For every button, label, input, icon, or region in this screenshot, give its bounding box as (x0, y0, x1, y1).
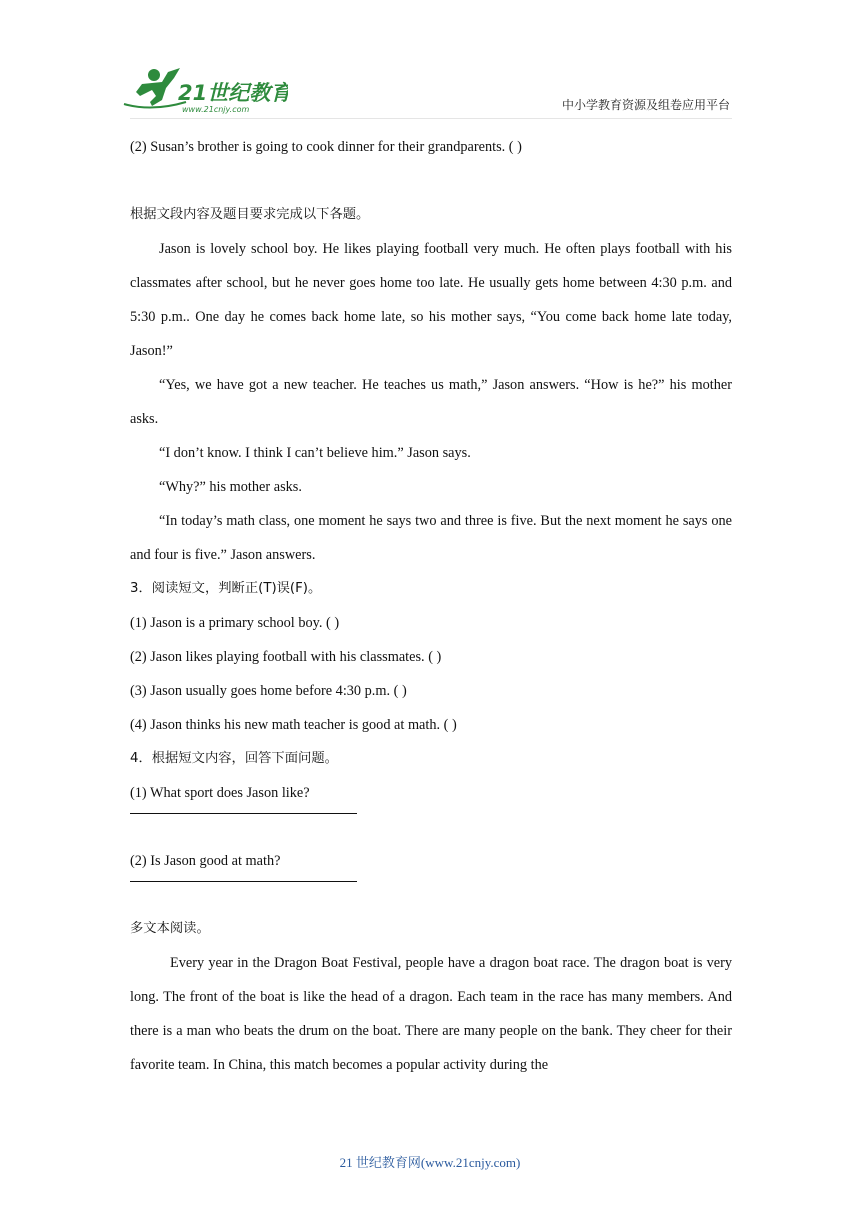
passage-paragraph: “I don’t know. I think I can’t believe him.” Jason says. (159, 445, 471, 461)
svg-text:www.21cnjy.com: www.21cnjy.com (182, 105, 250, 114)
spacer (130, 164, 732, 198)
svg-text:21世纪教育: 21世纪教育 (178, 81, 288, 105)
section-instruction: 根据文段内容及题目要求完成以下各题。 (130, 207, 370, 222)
passage-paragraph: “Why?” his mother asks. (159, 479, 302, 495)
question-3-title: 3．阅读短文，判断正(T)误(F)。 (130, 581, 322, 596)
runner-logo-icon (122, 66, 288, 114)
question-item: (1) Jason is a primary school boy. ( ) (130, 615, 340, 631)
header-divider (130, 118, 732, 119)
previous-question-item: (2) Susan’s brother is going to cook dinner for their grandparents. ( ) (130, 139, 522, 155)
answer-line[interactable] (130, 880, 357, 882)
page-footer: 21 世纪教育网(www.21cnjy.com) (339, 1155, 521, 1170)
question-item: (2) Is Jason good at math? (130, 853, 281, 869)
question-item: (1) What sport does Jason like? (130, 785, 310, 801)
passage-paragraph: “In today’s math class, one moment he says two and three is five. But the next moment he says one and four is five.” Jason answers. (130, 513, 732, 563)
passage-paragraph: Jason is lovely school boy. He likes playing football very much. He often plays football with his classmates after school, but he never goes home too late. He usually gets home between 4:30 p.m. and 5:30 p.m.. One day he comes back home late, so his mother says, “You come back home late today, Jason!” (130, 241, 732, 359)
page-content (130, 130, 732, 1082)
answer-line[interactable] (130, 812, 357, 814)
passage-paragraph: Every year in the Dragon Boat Festival, people have a dragon boat race. The dragon boat is very long. The front of the boat is like the head of a dragon. Each team in the race has many members. And there is a man who beats the drum on the boat. There are many people on the bank. They cheer for their favorite team. In China, this match becomes a popular activity during the (130, 955, 732, 1073)
question-item: (2) Jason likes playing football with his classmates. ( ) (130, 649, 442, 665)
question-item: (3) Jason usually goes home before 4:30 p.m. ( ) (130, 683, 407, 699)
platform-name: 中小学教育资源及组卷应用平台 (561, 98, 730, 112)
question-item: (4) Jason thinks his new math teacher is good at math. ( ) (130, 717, 457, 733)
passage-paragraph: “Yes, we have got a new teacher. He teaches us math,” Jason answers. “How is he?” his mother asks. (130, 377, 732, 427)
section-instruction: 多文本阅读。 (130, 921, 210, 936)
question-4-title: 4．根据短文内容，回答下面问题。 (130, 751, 338, 766)
site-logo (122, 66, 288, 114)
